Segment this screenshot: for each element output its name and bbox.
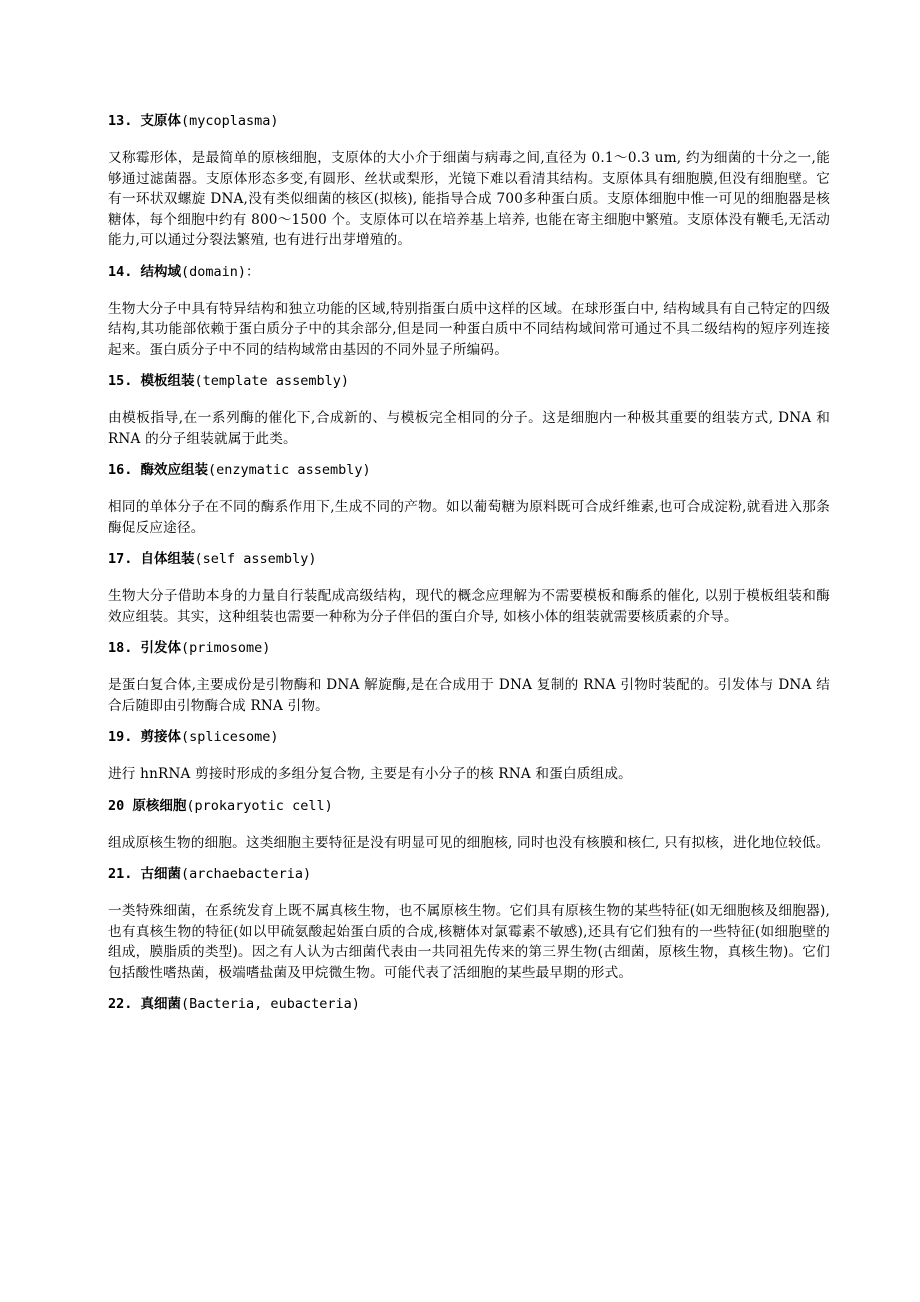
entry-heading: [108, 865, 830, 883]
entry-18: [108, 639, 830, 716]
entry-21: [108, 865, 830, 983]
entry-heading: [108, 797, 830, 815]
entry-number: 21.: [108, 866, 133, 882]
entry-term: 古细菌: [140, 866, 182, 882]
entry-number: 19.: [108, 729, 133, 745]
entry-number: 17.: [108, 551, 133, 567]
entry-22: [108, 995, 830, 1013]
entry-17: [108, 550, 830, 627]
entry-number: 14.: [108, 263, 133, 280]
entry-body: 是蛋白复合体,主要成份是引物酶和 DNA 解旋酶,是在合成用于 DNA 复制的 RNA 引物时装配的。引发体与 DNA 结合后随即由引物酶合成 RNA 引物。: [108, 677, 830, 714]
entry-14: [108, 263, 830, 361]
entry-heading: [108, 550, 830, 568]
entry-english-term: (enzymatic assembly): [208, 462, 371, 478]
entry-number: 16.: [108, 462, 133, 478]
entry-heading: [108, 372, 830, 390]
entry-number: 18.: [108, 640, 133, 656]
entry-english-term: (splicesome): [181, 729, 279, 745]
entry-term: 结构域: [140, 263, 182, 280]
entry-heading: [108, 728, 830, 746]
entry-number: 22.: [108, 996, 133, 1012]
entry-english-term: (primosome): [181, 640, 271, 656]
entry-english-term: (domain)：: [181, 263, 260, 280]
entry-number: 13.: [108, 113, 133, 129]
entry-english-term: (Bacteria, eubacteria): [181, 996, 360, 1012]
entry-15: [108, 372, 830, 449]
entry-english-term: (archaebacteria): [181, 866, 312, 882]
entry-english-term: (prokaryotic cell): [186, 797, 333, 814]
entry-english-term: (mycoplasma): [181, 113, 279, 129]
entry-heading: [108, 639, 830, 657]
entry-heading: [108, 995, 830, 1013]
entry-term: 模板组装: [140, 373, 195, 389]
entry-19: [108, 728, 830, 785]
entry-term: 引发体: [140, 640, 182, 656]
entry-heading: [108, 112, 830, 130]
entry-term: 真细菌: [140, 996, 182, 1012]
entry-heading: [108, 461, 830, 479]
entry-body: 一类特殊细菌，在系统发育上既不属真核生物，也不属原核生物。它们具有原核生物的某些特征(如无细胞核及细胞器),也有真核生物的特征(如以甲硫氨酸起始蛋白质的合成,核糖体对氯霉素不敏感),还具有它们独有的一些特征(如细胞壁的组成，膜脂质的类型)。因之有人认为古细菌代表由一共同祖先传来的第三界生物(古细菌，原核生物，真核生物)。它们包括酸性嗜热菌，极端嗜盐菌及甲烷微生物。可能代表了活细胞的某些最早期的形式。: [108, 903, 830, 981]
entry-heading: [108, 263, 830, 281]
entry-term: 自体组装: [140, 551, 195, 567]
entry-number: 20: [108, 797, 125, 814]
entry-body: 生物大分子中具有特异结构和独立功能的区域,特别指蛋白质中这样的区域。在球形蛋白中, 结构域具有自己特定的四级结构,其功能部依赖于蛋白质分子中的其余部分,但是同一种蛋白质中不同结构域间常可通过不具二级结构的短序列连接起来。蛋白质分子中不同的结构域常由基因的不同外显子所编码。: [108, 300, 830, 358]
entry-body: 进行 hnRNA 剪接时形成的多组分复合物, 主要是有小分子的核 RNA 和蛋白质组成。: [108, 766, 632, 782]
entry-number: 15.: [108, 373, 133, 389]
entry-body: 由模板指导,在一系列酶的催化下,合成新的、与模板完全相同的分子。这是细胞内一种极其重要的组装方式, DNA 和 RNA 的分子组装就属于此类。: [108, 410, 830, 447]
entry-term: 原核细胞: [132, 797, 187, 814]
entry-english-term: (template assembly): [194, 373, 349, 389]
entry-13: [108, 112, 830, 251]
entry-english-term: (self assembly): [194, 551, 317, 567]
entry-term: 剪接体: [140, 729, 182, 745]
entry-20: [108, 797, 830, 854]
entry-body: 相同的单体分子在不同的酶系作用下,生成不同的产物。如以葡萄糖为原料既可合成纤维素,也可合成淀粉,就看进入那条酶促反应途径。: [108, 499, 830, 536]
entry-term: 支原体: [140, 113, 182, 129]
entry-body: 组成原核生物的细胞。这类细胞主要特征是没有明显可见的细胞核, 同时也没有核膜和核仁, 只有拟核，进化地位较低。: [108, 834, 830, 851]
entry-body: 又称霉形体，是最简单的原核细胞，支原体的大小介于细菌与病毒之间,直径为 0.1～0.3 um, 约为细菌的十分之一,能够通过滤菌器。支原体形态多变,有圆形、丝状或梨形，光镜下难以看清其结构。支原体具有细胞膜,但没有细胞壁。它有一环状双螺旋 DNA,没有类似细菌的核区(拟核), 能指导合成 700多种蛋白质。支原体细胞中惟一可见的细胞器是核糖体，每个细胞中约有 800～1500 个。支原体可以在培养基上培养, 也能在寄主细胞中繁殖。支原体没有鞭毛,无活动能力,可以通过分裂法繁殖, 也有进行出芽增殖的。: [108, 150, 830, 248]
entry-term: 酶效应组装: [140, 462, 209, 478]
entry-body: 生物大分子借助本身的力量自行装配成高级结构，现代的概念应理解为不需要模板和酶系的催化, 以别于模板组装和酶效应组装。其实，这种组装也需要一种称为分子伴侣的蛋白介导, 如核小体的组装就需要核质素的介导。: [108, 588, 830, 625]
document-page: [108, 100, 830, 1031]
entry-16: [108, 461, 830, 538]
